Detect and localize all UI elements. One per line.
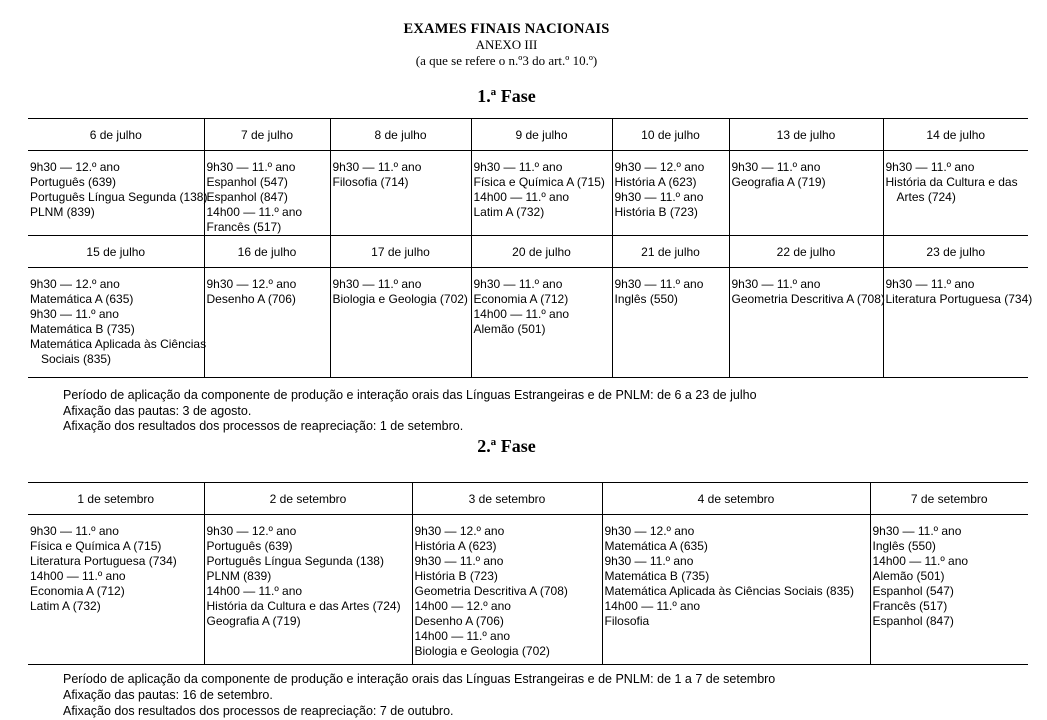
exam-entry: Biologia e Geologia (702) xyxy=(414,644,550,658)
exam-entry: 14h00 — 12.º ano xyxy=(414,599,511,613)
exam-entry: Literatura Portuguesa (734) xyxy=(30,554,177,568)
date-header: 20 de julho xyxy=(471,236,612,268)
exam-entry: 14h00 — 11.º ano xyxy=(473,307,570,321)
date-header: 23 de julho xyxy=(883,236,1028,268)
exam-entry: 9h30 — 12.º ano xyxy=(206,277,297,291)
exam-day-cell xyxy=(883,268,1033,378)
annex-label: ANEXO III xyxy=(475,37,538,52)
exam-entry: Português (639) xyxy=(206,539,293,553)
exam-day-cell xyxy=(28,515,204,665)
exam-entry: 9h30 — 11.º ano xyxy=(332,160,422,174)
exam-entry: 9h30 — 11.º ano xyxy=(414,554,504,568)
exam-day-cell xyxy=(870,515,1028,665)
exam-day-cell xyxy=(602,515,870,665)
exam-entry: 9h30 — 11.º ano xyxy=(731,160,821,174)
exam-day-cell xyxy=(204,515,412,665)
exam-entry: 14h00 — 11.º ano xyxy=(206,205,303,219)
date-header: 3 de setembro xyxy=(412,483,602,515)
phase1-title: 1.ª Fase xyxy=(477,86,536,106)
phase1-grades-posting-note: Afixação das pautas: 3 de agosto. xyxy=(63,404,252,418)
exam-entry: 14h00 — 11.º ano xyxy=(206,584,303,598)
date-header: 17 de julho xyxy=(330,236,471,268)
exam-entry: Matemática Aplicada às Ciências Sociais (835) xyxy=(604,584,854,598)
exam-entry: 14h00 — 11.º ano xyxy=(30,569,126,583)
exam-day-cell xyxy=(471,151,612,236)
exam-entry: Matemática B (735) xyxy=(604,569,710,583)
phase1-review-results-note: Afixação dos resultados dos processos de reapreciação: 1 de setembro. xyxy=(63,419,464,433)
exam-entry: Alemão (501) xyxy=(473,322,546,336)
exam-day-cell xyxy=(330,268,471,378)
date-header: 2 de setembro xyxy=(204,483,412,515)
date-header: 1 de setembro xyxy=(28,483,204,515)
exam-entry: Matemática A (635) xyxy=(30,292,134,306)
exam-entry: 9h30 — 11.º ano xyxy=(332,277,422,291)
exam-entry: Espanhol (847) xyxy=(872,614,954,628)
exam-entry: Inglês (550) xyxy=(872,539,936,553)
exam-entry: 9h30 — 12.º ano xyxy=(614,160,705,174)
exam-entry: 9h30 — 12.º ano xyxy=(30,160,120,174)
exam-day-cell xyxy=(612,268,729,378)
date-header: 7 de setembro xyxy=(870,483,1028,515)
exam-entry: PLNM (839) xyxy=(30,205,95,219)
exam-entry: 14h00 — 11.º ano xyxy=(872,554,969,568)
date-header: 22 de julho xyxy=(729,236,883,268)
date-header: 16 de julho xyxy=(204,236,330,268)
exam-entry: Matemática B (735) xyxy=(30,322,135,336)
exam-entry: 14h00 — 11.º ano xyxy=(414,629,511,643)
exam-entry: História da Cultura e das xyxy=(885,175,1018,189)
document-title: EXAMES FINAIS NACIONAIS xyxy=(403,21,610,37)
exam-entry: Física e Química A (715) xyxy=(30,539,162,553)
article-reference: (a que se refere o n.º3 do art.º 10.º) xyxy=(415,53,598,68)
exam-entry: 9h30 — 12.º ano xyxy=(414,524,505,538)
exam-entry: 9h30 — 11.º ano xyxy=(604,554,694,568)
exam-entry: 9h30 — 11.º ano xyxy=(872,524,962,538)
exam-entry: Filosofia xyxy=(604,614,650,628)
exam-entry: 9h30 — 11.º ano xyxy=(30,307,119,321)
exam-entry: 9h30 — 12.º ano xyxy=(604,524,695,538)
date-header: 10 de julho xyxy=(612,119,729,151)
exam-day-cell xyxy=(612,151,729,236)
exam-entry: Francês (517) xyxy=(206,220,282,234)
exam-entry: Geografia A (719) xyxy=(206,614,301,628)
exam-entry: Espanhol (547) xyxy=(872,584,954,598)
exam-entry: 9h30 — 11.º ano xyxy=(473,160,563,174)
date-header: 4 de setembro xyxy=(602,483,870,515)
exam-entry: 9h30 — 11.º ano xyxy=(614,277,704,291)
phase2-oral-period-note: Período de aplicação da componente de produção e interação orais das Línguas Estrangeiras e de PNLM: de 1 a 7 de setembro xyxy=(63,672,776,686)
phase1-schedule-table xyxy=(28,118,1033,378)
exam-entry: Inglês (550) xyxy=(614,292,678,306)
phase2-schedule-table xyxy=(28,482,1028,665)
exam-entry: História B (723) xyxy=(614,205,698,219)
exam-entry: Economia A (712) xyxy=(30,584,125,598)
exam-entry: 9h30 — 11.º ano xyxy=(885,160,975,174)
exam-entry: Geografia A (719) xyxy=(731,175,826,189)
exam-entry: História da Cultura e das Artes (724) xyxy=(206,599,401,613)
exam-entry: Francês (517) xyxy=(872,599,948,613)
date-header: 13 de julho xyxy=(729,119,883,151)
exam-entry: Espanhol (847) xyxy=(206,190,288,204)
exam-entry: 9h30 — 11.º ano xyxy=(614,190,704,204)
exam-entry: 14h00 — 11.º ano xyxy=(473,190,570,204)
exam-entry: 14h00 — 11.º ano xyxy=(604,599,701,613)
exam-day-cell xyxy=(28,151,208,236)
exam-day-cell xyxy=(204,268,330,378)
exam-entry: 9h30 — 11.º ano xyxy=(731,277,821,291)
date-header: 8 de julho xyxy=(330,119,471,151)
exam-entry: Artes (724) xyxy=(896,190,956,204)
exam-entry: Economia A (712) xyxy=(473,292,569,306)
exam-entry: Latim A (732) xyxy=(30,599,101,613)
phase2-grades-posting-note: Afixação das pautas: 16 de setembro. xyxy=(63,688,273,702)
exam-entry: PLNM (839) xyxy=(206,569,272,583)
exam-entry: História B (723) xyxy=(414,569,498,583)
exam-entry: Português Língua Segunda (138) xyxy=(30,190,208,204)
exam-entry: Física e Química A (715) xyxy=(473,175,605,189)
date-header: 14 de julho xyxy=(883,119,1028,151)
phase2-review-results-note: Afixação dos resultados dos processos de reapreciação: 7 de outubro. xyxy=(63,704,454,718)
exam-entry: Matemática A (635) xyxy=(604,539,708,553)
exam-day-cell xyxy=(204,151,330,236)
exam-entry: Geometria Descritiva A (708) xyxy=(731,292,885,306)
exam-entry: História A (623) xyxy=(414,539,497,553)
exam-entry: 9h30 — 11.º ano xyxy=(206,160,296,174)
exam-entry: Geometria Descritiva A (708) xyxy=(414,584,568,598)
exam-day-cell xyxy=(412,515,602,665)
date-header: 15 de julho xyxy=(28,236,204,268)
exam-entry: Português Língua Segunda (138) xyxy=(206,554,384,568)
exam-entry: Português (639) xyxy=(30,175,117,189)
date-header: 7 de julho xyxy=(204,119,330,151)
exam-day-cell xyxy=(729,268,883,378)
exam-day-cell xyxy=(28,268,207,378)
exam-entry: 9h30 — 11.º ano xyxy=(885,277,975,291)
exam-day-cell xyxy=(729,151,883,236)
date-header: 21 de julho xyxy=(612,236,729,268)
exam-entry: 9h30 — 12.º ano xyxy=(206,524,297,538)
phase1-oral-period-note: Período de aplicação da componente de produção e interação orais das Línguas Estrangeiras e de PNLM: de 6 a 23 de julho xyxy=(63,388,757,402)
exam-entry: 9h30 — 11.º ano xyxy=(473,277,563,291)
exam-entry: Filosofia (714) xyxy=(332,175,409,189)
phase2-title: 2.ª Fase xyxy=(477,436,536,456)
exam-entry: Latim A (732) xyxy=(473,205,545,219)
date-header: 6 de julho xyxy=(28,119,204,151)
date-header: 9 de julho xyxy=(471,119,612,151)
exam-entry: 9h30 — 12.º ano xyxy=(30,277,120,291)
exam-entry: Alemão (501) xyxy=(872,569,945,583)
exam-entry: Literatura Portuguesa (734) xyxy=(885,292,1033,306)
exam-day-cell xyxy=(471,268,612,378)
exam-entry: Sociais (835) xyxy=(41,352,112,366)
exam-entry: Espanhol (547) xyxy=(206,175,288,189)
exam-day-cell xyxy=(883,151,1028,236)
exam-day-cell xyxy=(330,151,471,236)
exam-entry: História A (623) xyxy=(614,175,697,189)
exam-entry: 9h30 — 11.º ano xyxy=(30,524,119,538)
exam-entry: Biologia e Geologia (702) xyxy=(332,292,468,306)
exam-entry: Desenho A (706) xyxy=(414,614,504,628)
exam-entry: Desenho A (706) xyxy=(206,292,296,306)
exam-entry: Matemática Aplicada às Ciências xyxy=(30,337,207,351)
